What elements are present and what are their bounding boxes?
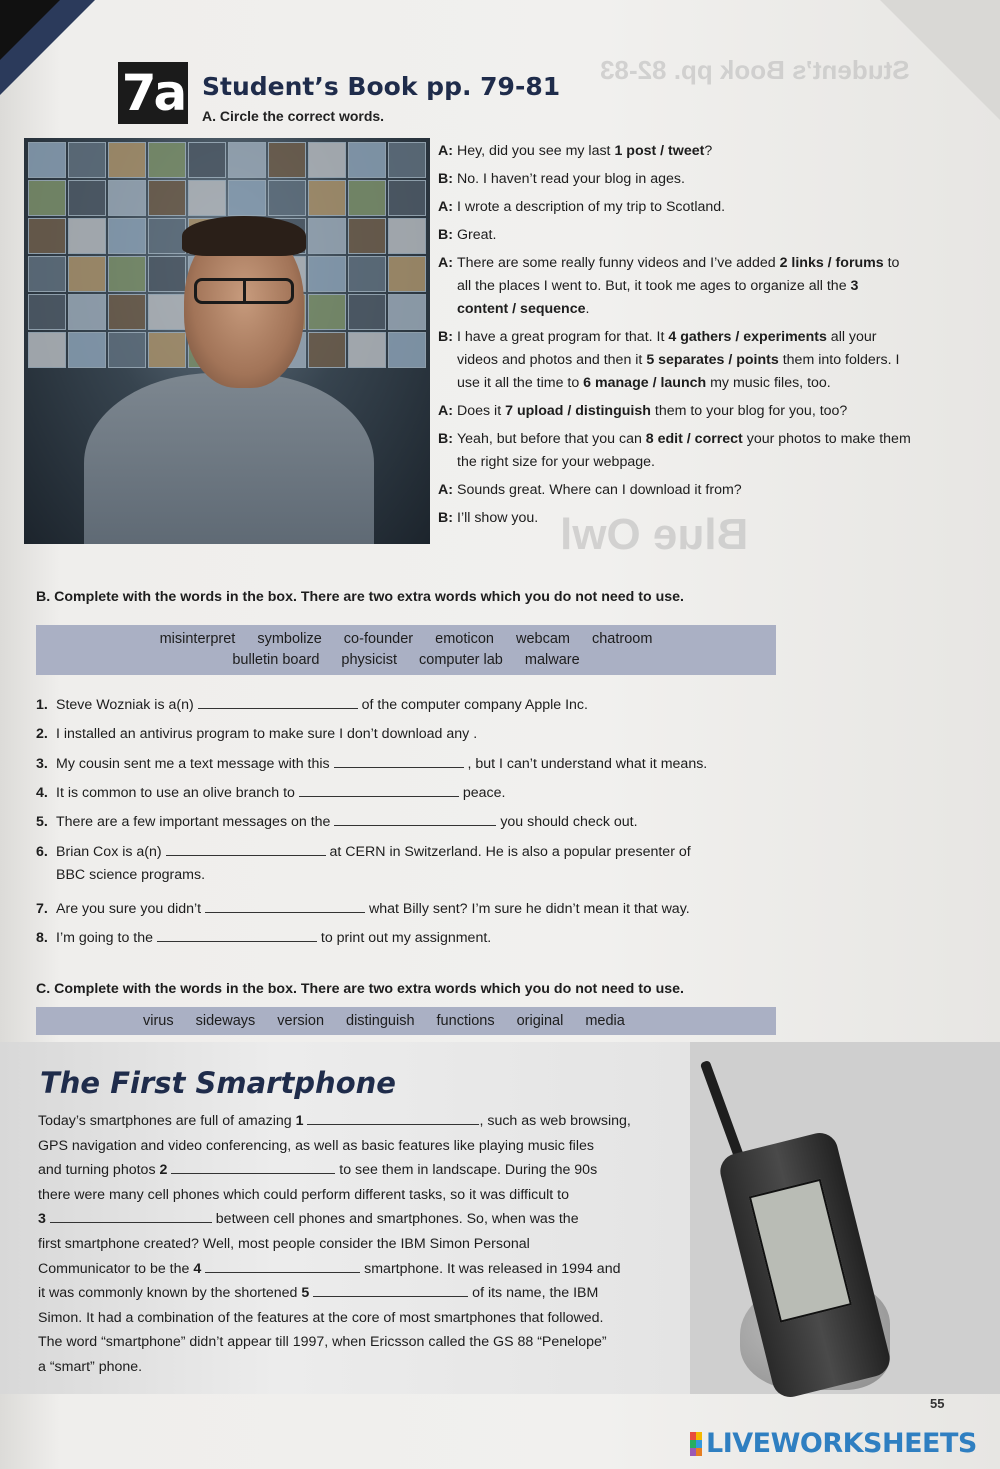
gap-fill-item [36,930,491,946]
answer-blank[interactable] [313,1285,468,1297]
answer-blank[interactable] [334,756,464,768]
bleed-through-text: Student’s Book pp. 82-83 [600,55,910,85]
answer-blank[interactable] [334,814,496,826]
collage-tile [388,294,426,330]
dialogue-line [438,400,913,423]
gap-fill-item [36,844,691,883]
phone-screen [749,1179,852,1323]
speaker-label: A: [438,199,453,215]
dialogue-line [438,479,913,502]
collage-tile [68,294,106,330]
item-text: My cousin sent me a text message with this [56,756,334,772]
item-number: 6. [36,844,48,860]
collage-tile [28,218,66,254]
reading-line: a “smart” phone. [38,1358,143,1375]
collage-tile [188,180,226,216]
collage-tile [108,256,146,292]
word-box-word: co-founder [343,631,414,647]
collage-tile [268,142,306,178]
speaker-label: B: [438,431,453,447]
item-text: , but I can’t understand what it means. [463,756,708,772]
word-box-word: bulletin board [232,652,320,668]
item-text: It is common to use an olive branch to [56,785,299,801]
collage-tile [28,180,66,216]
collage-tile [148,256,186,292]
gap-fill-item [36,756,707,772]
dialogue-line [438,140,913,163]
speaker-label: A: [438,482,453,498]
word-box-word: misinterpret [159,631,236,647]
dialogue-text[interactable]: Hey, did you see my last 1 post / tweet? [457,143,713,159]
page-title: Student’s Book pp. 79-81 [202,72,561,101]
word-box-word: version [277,1013,325,1029]
word-box-word: functions [436,1013,495,1029]
item-text: to print out my assignment. [316,930,492,946]
collage-tile [148,180,186,216]
item-number: 3. [36,756,48,772]
reading-title: The First Smartphone [40,1066,396,1100]
dialogue-line [438,224,913,247]
collage-tile [308,294,346,330]
item-number: 4. [36,785,48,801]
answer-blank[interactable] [205,1261,360,1273]
illustration-photo [24,138,430,544]
reading-line: Communicator to be the 4 smartphone. It was released in 1994 and [38,1260,621,1277]
reading-line: 3 between cell phones and smartphones. So, when was the [38,1211,579,1228]
collage-tile [348,332,386,368]
dialogue-line [438,196,913,219]
word-box-word: virus [143,1013,174,1029]
collage-tile [348,256,386,292]
collage-tile [108,332,146,368]
speaker-label: B: [438,227,453,243]
glasses-shape [194,278,294,304]
collage-tile [68,218,106,254]
collage-tile [308,256,346,292]
collage-tile [388,218,426,254]
collage-tile [148,294,186,330]
collage-tile [68,256,106,292]
answer-blank[interactable] [205,901,365,913]
collage-tile [388,142,426,178]
collage-tile [68,142,106,178]
bleed-through-text: Blue Owl [560,510,749,559]
unit-badge: 7a [118,62,188,124]
collage-tile [348,218,386,254]
item-text: at CERN in Switzerland. He is also a popular presenter of [325,844,691,860]
dialogue-exercise [438,140,913,535]
collage-tile [308,218,346,254]
collage-tile [148,332,186,368]
dialogue-text[interactable]: I have a great program for that. It 4 gathers / experiments all your videos and photos and then it 5 separates / points them into folders. I use it all the time to 6 manage / launch my music files, too. [457,329,900,391]
word-box-row [36,650,776,671]
item-text: I’m going to the [56,930,157,946]
item-text: of the computer company Apple Inc. [357,697,588,713]
word-box-word: symbolize [257,631,322,647]
collage-tile [28,142,66,178]
collage-tile [68,332,106,368]
speaker-label: B: [438,171,453,187]
collage-tile [148,218,186,254]
answer-blank[interactable] [171,1162,335,1174]
collage-tile [228,142,266,178]
speaker-label: A: [438,255,453,271]
word-box-word: computer lab [419,652,503,668]
item-text: There are a few important messages on the [56,814,335,830]
collage-tile [28,332,66,368]
item-text: what Billy sent? I’m sure he didn’t mean it that way. [365,901,690,917]
dialogue-text[interactable]: No. I haven’t read your blog in ages. [457,171,685,187]
word-box-word: chatroom [591,631,653,647]
word-box-word: sideways [195,1013,256,1029]
word-box-word: emoticon [435,631,494,647]
collage-tile [308,142,346,178]
page-number: 55 [930,1396,945,1411]
collage-tile [108,142,146,178]
reading-line: The word “smartphone” didn’t appear till 1997, when Ericsson called the GS 88 “Penelope” [38,1334,607,1351]
collage-tile [148,142,186,178]
word-box-b [36,625,776,675]
dialogue-text[interactable]: Great. [457,227,497,243]
item-number: 5. [36,814,48,830]
dialogue-text[interactable]: I’ll show you. [457,510,539,526]
reading-line: there were many cell phones which could perform different tasks, so it was difficult to [38,1186,569,1203]
collage-tile [268,180,306,216]
collage-tile [388,180,426,216]
watermark [690,1428,977,1459]
word-box-word: original [516,1013,564,1029]
item-number: 8. [36,930,48,946]
collage-tile [68,180,106,216]
item-text: Are you sure you didn’t [56,901,206,917]
section-a-instruction: A. Circle the correct words. [202,108,385,124]
dialogue-text[interactable]: I wrote a description of my trip to Scotland. [457,199,726,215]
collage-tile [188,142,226,178]
collage-tile [308,180,346,216]
item-text: peace. [458,785,506,801]
word-box-word: malware [524,652,580,668]
word-box-word: distinguish [346,1013,415,1029]
item-text: Brian Cox is a(n) [56,844,166,860]
collage-tile [108,294,146,330]
item-text: I installed an antivirus program to make sure I don’t download any [56,726,474,742]
collage-tile [388,256,426,292]
speaker-label: A: [438,143,453,159]
collage-tile [348,142,386,178]
section-c-instruction: C. Complete with the words in the box. There are two extra words which you do not need to use. [36,981,684,997]
reading-line: it was commonly known by the shortened 5 of its name, the IBM [38,1285,599,1302]
collage-tile [228,180,266,216]
word-box-c [36,1007,776,1035]
item-text: BBC science programs. [56,867,206,883]
dialogue-text[interactable]: Does it 7 upload / distinguish them to your blog for you, too? [457,403,848,419]
answer-blank[interactable] [166,844,326,856]
word-box-word: physicist [341,652,398,668]
collage-tile [348,180,386,216]
item-number: 7. [36,901,48,917]
dialogue-line [438,428,913,474]
item-text: Steve Wozniak is a(n) [56,697,198,713]
gap-fill-item [36,785,505,801]
dialogue-text[interactable]: There are some really funny videos and I’ve added 2 links / forums to all the places I went to. But, it took me ages to organize all the 3 content / sequence. [457,255,900,317]
speaker-label: A: [438,403,453,419]
item-text: you should check out. [496,814,638,830]
section-b-instruction: B. Complete with the words in the box. There are two extra words which you do not need to use. [36,589,684,605]
speaker-label: B: [438,510,453,526]
collage-tile [308,332,346,368]
item-text: . [473,726,478,742]
collage-tile [28,256,66,292]
reading-line: Simon. It had a combination of the features at the core of most smartphones that followed. [38,1309,604,1326]
answer-blank[interactable] [198,697,358,709]
reading-line: GPS navigation and video conferencing, as well as basic features like playing music files [38,1137,594,1154]
reading-text [38,1109,688,1380]
gap-fill-item [36,814,638,830]
item-number: 2. [36,726,48,742]
collage-tile [108,218,146,254]
word-box-word: webcam [515,631,570,647]
reading-line: and turning photos 2 to see them in landscape. During the 90s [38,1162,598,1179]
speaker-label: B: [438,329,453,345]
dialogue-line [438,252,913,321]
answer-blank[interactable] [157,930,317,942]
word-box-word: media [585,1013,625,1029]
gap-fill-item [36,697,588,713]
collage-tile [348,294,386,330]
word-box-row [36,629,776,650]
collage-tile [388,332,426,368]
answer-blank[interactable] [50,1211,212,1223]
dialogue-line [438,326,913,395]
dialogue-line [438,168,913,191]
answer-blank[interactable] [299,785,459,797]
liveworksheets-logo-icon [690,1432,702,1456]
hoodie-shape [84,373,374,544]
item-number: 1. [36,697,48,713]
watermark-text: LIVEWORKSHEETS [706,1428,977,1459]
gap-fill-item [36,901,690,917]
collage-tile [28,294,66,330]
collage-tile [108,180,146,216]
gap-fill-item [36,726,477,742]
answer-blank[interactable] [307,1113,479,1125]
reading-line: Today’s smartphones are full of amazing 1 , such as web browsing, [38,1113,631,1129]
corner-decoration-dark [0,0,60,60]
hair-shape [182,216,306,256]
dialogue-text[interactable]: Sounds great. Where can I download it from? [457,482,742,498]
dialogue-line [438,507,913,530]
reading-line: first smartphone created? Well, most people consider the IBM Simon Personal [38,1235,530,1252]
dialogue-text[interactable]: Yeah, but before that you can 8 edit / correct your photos to make them the right size for your webpage. [457,431,911,470]
